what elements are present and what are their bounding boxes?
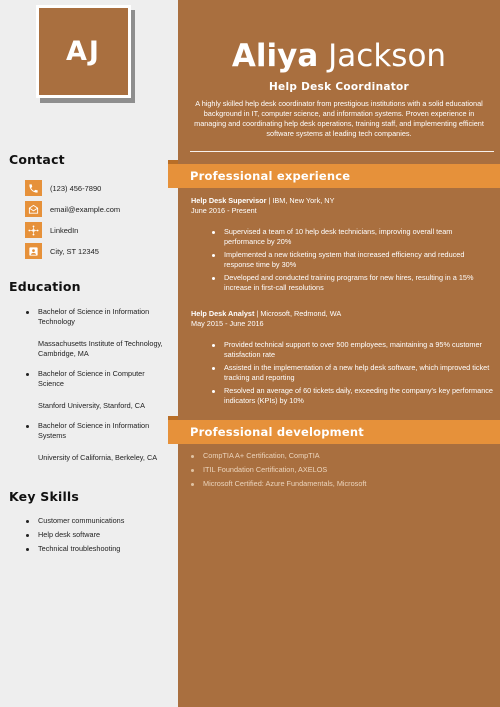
skills-heading: Key Skills bbox=[9, 489, 80, 504]
bullet-dot bbox=[26, 548, 29, 551]
contact-heading: Contact bbox=[9, 152, 65, 167]
job-dates: May 2015 - June 2016 bbox=[191, 319, 264, 328]
bullet-dot bbox=[191, 455, 194, 458]
bullet-dot bbox=[212, 367, 215, 370]
certification-item: Microsoft Certified: Azure Fundamentals, Microsoft bbox=[203, 479, 367, 488]
job-bullet: Supervised a team of 10 help desk technicians, improving overall team performance by 20% bbox=[224, 227, 453, 246]
phone-icon bbox=[25, 180, 42, 196]
development-heading: Professional development bbox=[190, 425, 364, 439]
job-bullet: Assisted in the implementation of a new help desk software, which improved ticket tracking and reporting bbox=[224, 363, 490, 382]
email-icon bbox=[25, 201, 42, 217]
skill-item: Technical troubleshooting bbox=[38, 544, 121, 553]
education-school: University of California, Berkeley, CA bbox=[38, 453, 158, 462]
bullet-dot bbox=[26, 520, 29, 523]
job-header bbox=[191, 309, 341, 319]
contact-linkedin[interactable] bbox=[25, 222, 78, 238]
contact-location bbox=[25, 243, 99, 259]
education-degree: Bachelor of Science in Computer Science bbox=[38, 369, 145, 388]
bullet-dot bbox=[26, 311, 29, 314]
job-position: Help Desk Analyst bbox=[191, 309, 255, 318]
header-divider bbox=[190, 151, 494, 152]
job-title: Help Desk Coordinator bbox=[268, 81, 410, 93]
first-name: Aliya bbox=[231, 38, 319, 74]
job-employer: | IBM, New York, NY bbox=[266, 196, 335, 205]
bullet-dot bbox=[191, 469, 194, 472]
summary-text: A highly skilled help desk coordinator from prestigious institutions with a solid educational background in IT, computer science, and information systems. Proven experience in managing and coordinating help desk operations, training staff, and implementing efficient software systems at leading tech companies. bbox=[194, 99, 484, 138]
monogram-badge bbox=[36, 5, 131, 98]
education-school: Massachusetts Institute of Technology, Cambridge, MA bbox=[38, 339, 163, 358]
job-header bbox=[191, 196, 334, 206]
job-dates: June 2016 - Present bbox=[191, 206, 257, 215]
job-position: Help Desk Supervisor bbox=[191, 196, 267, 205]
job-bullet: Implemented a new ticketing system that increased efficiency and reduced response time by 30% bbox=[224, 250, 465, 269]
last-name: Jackson bbox=[328, 38, 447, 74]
bullet-dot bbox=[212, 390, 215, 393]
contact-text: City, ST 12345 bbox=[50, 246, 99, 256]
education-degree: Bachelor of Science in Information Technology bbox=[38, 307, 150, 326]
certification-item: CompTIA A+ Certification, CompTIA bbox=[203, 451, 320, 460]
bullet-dot bbox=[212, 231, 215, 234]
skill-item: Customer communications bbox=[38, 516, 125, 525]
job-bullet: Provided technical support to over 500 employees, maintaining a 95% customer satisfaction rate bbox=[224, 340, 482, 359]
job-bullet: Developed and conducted training programs for new hires, resulting in a 15% increase in first-call resolutions bbox=[224, 273, 474, 292]
education-heading: Education bbox=[9, 279, 81, 294]
location-icon bbox=[25, 243, 42, 259]
monogram-text: AJ bbox=[66, 36, 101, 67]
bullet-dot bbox=[26, 534, 29, 537]
bullet-dot bbox=[191, 483, 194, 486]
contact-phone bbox=[25, 180, 101, 196]
job-employer: | Microsoft, Redmond, WA bbox=[254, 309, 342, 318]
education-school: Stanford University, Stanford, CA bbox=[38, 401, 145, 410]
contact-text: (123) 456-7890 bbox=[50, 183, 102, 193]
linkedin-icon bbox=[25, 222, 42, 238]
bullet-dot bbox=[26, 425, 29, 428]
contact-text: LinkedIn bbox=[50, 225, 79, 235]
candidate-name bbox=[178, 38, 500, 74]
development-banner bbox=[168, 420, 500, 444]
skill-item: Help desk software bbox=[38, 530, 101, 539]
bullet-dot bbox=[26, 373, 29, 376]
contact-email[interactable] bbox=[25, 201, 120, 217]
bullet-dot bbox=[212, 344, 215, 347]
job-bullet: Resolved an average of 60 tickets daily, exceeding the company's key performance indicators (KPIs) by 10% bbox=[224, 386, 493, 405]
contact-text: email@example.com bbox=[50, 204, 121, 214]
bullet-dot bbox=[212, 254, 215, 257]
experience-heading: Professional experience bbox=[190, 169, 351, 183]
bullet-dot bbox=[212, 277, 215, 280]
certification-item: ITIL Foundation Certification, AXELOS bbox=[203, 465, 328, 474]
education-degree: Bachelor of Science in Information Systems bbox=[38, 421, 150, 440]
experience-banner bbox=[168, 164, 500, 188]
